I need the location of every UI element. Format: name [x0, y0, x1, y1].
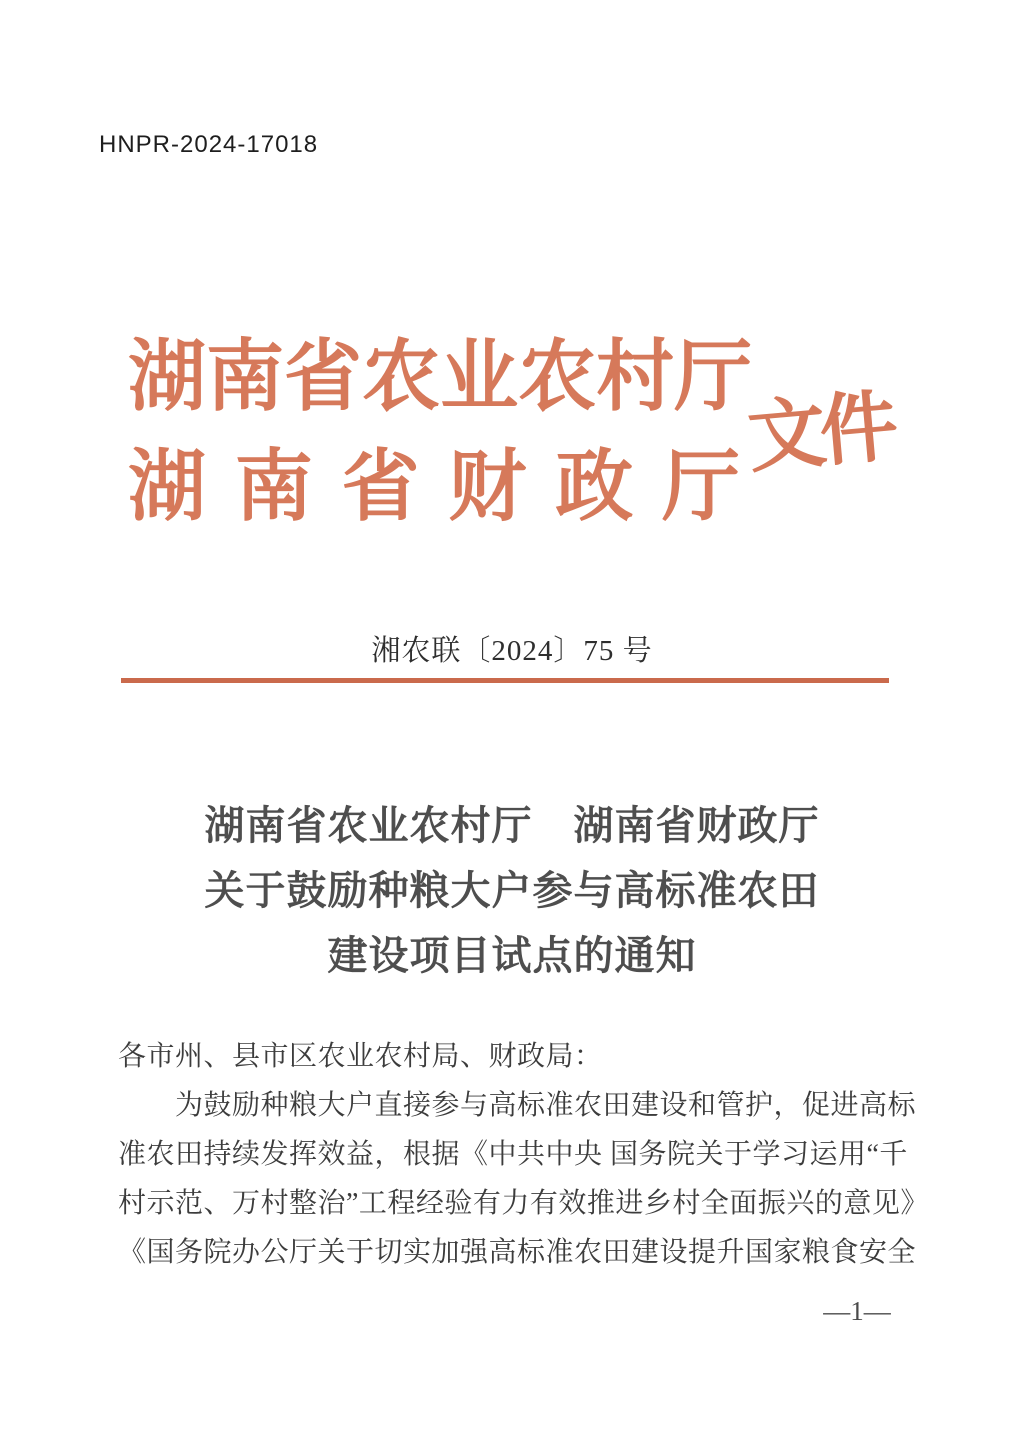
- document-body: [118, 1032, 929, 1277]
- title-line-3: 建设项目试点的通知: [327, 933, 697, 978]
- title-line-2: 关于鼓励种粮大户参与高标准农田: [204, 868, 820, 913]
- body-line: 准农田持续发挥效益，根据《中共中央 国务院关于学习运用“千: [118, 1139, 908, 1170]
- document-title: [0, 793, 1024, 988]
- letterhead-org-line-1: 湖 南 省 农 业 农 村 厅: [128, 333, 753, 420]
- reference-code: HNPR-2024-17018: [99, 131, 319, 158]
- title-line-1: 湖南省农业农村厅 湖南省财政厅: [204, 803, 820, 848]
- body-line: 为鼓励种粮大户直接参与高标准农田建设和管护，促进高标: [175, 1090, 917, 1121]
- letterhead-org-line-2: 湖 南 省 财 政 厅: [128, 443, 740, 530]
- body-line: 村示范、万村整治”工程经验有力有效推进乡村全面振兴的意见》: [118, 1188, 929, 1219]
- red-divider-rule: [121, 678, 889, 683]
- salutation-line: 各市州、县市区农业农村局、财政局：: [118, 1041, 603, 1072]
- letterhead-wenjian-word: 文件: [744, 382, 896, 483]
- body-line: 《国务院办公厅关于切实加强高标准农田建设提升国家粮食安全: [118, 1237, 917, 1268]
- page-number: —1—: [823, 1296, 891, 1326]
- document-issue-number: 湘农联〔2024〕75 号: [371, 635, 653, 667]
